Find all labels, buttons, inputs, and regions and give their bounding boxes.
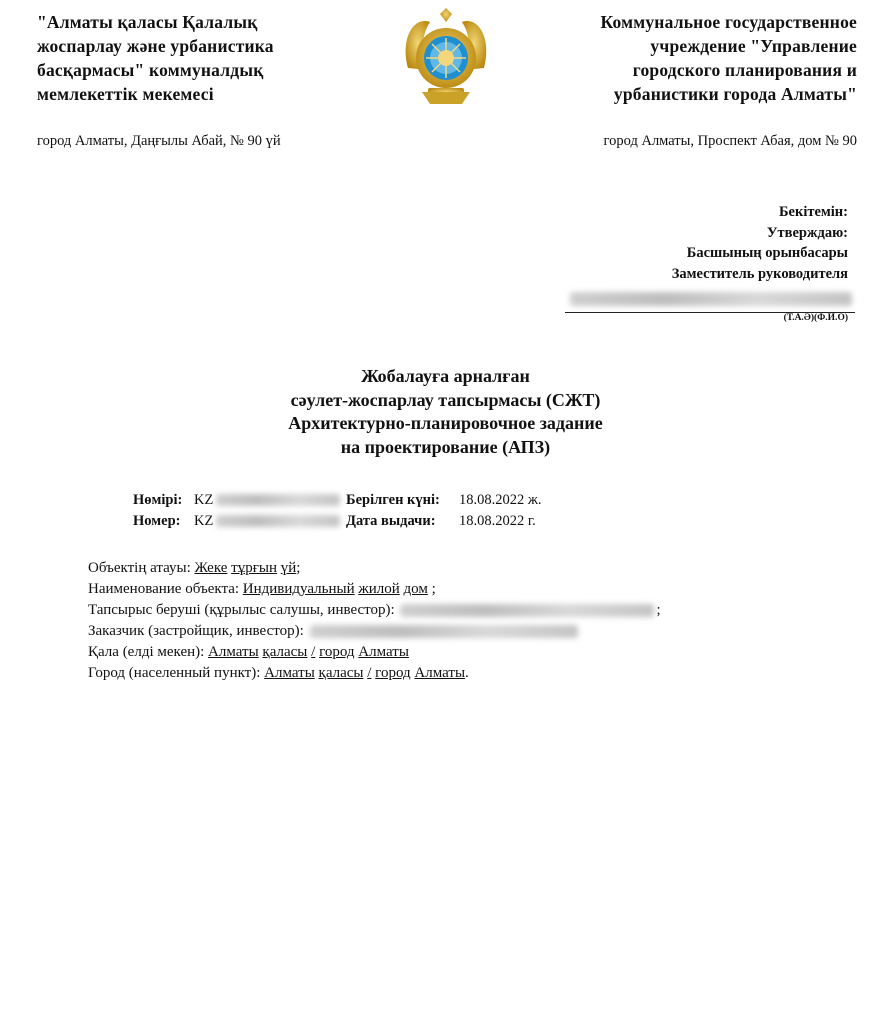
customer-ru <box>88 621 661 642</box>
city-kz-word: қаласы <box>262 644 308 660</box>
redacted-customer-name <box>400 604 654 617</box>
header-right-line: городского планирования и <box>632 60 857 80</box>
header-right-line: Коммунальное государственное <box>600 12 857 32</box>
redacted-number <box>216 515 340 527</box>
header-left-line: мемлекеттік мекемесі <box>37 84 214 104</box>
object-name-ru-word: дом <box>403 581 428 597</box>
city-kz <box>88 642 661 663</box>
city-ru-word: / <box>367 665 372 681</box>
city-ru-word: город <box>375 665 411 681</box>
title-line: Архитектурно-планировочное задание <box>288 413 603 433</box>
number-label-ru: Номер: <box>133 513 181 529</box>
object-name-ru <box>88 579 661 600</box>
object-name-kz <box>88 558 661 579</box>
object-name-kz-end: ; <box>296 560 301 576</box>
issue-date-value-ru: 18.08.2022 г. <box>459 513 536 529</box>
number-prefix-kz: KZ <box>194 492 214 508</box>
object-info-block <box>88 558 661 684</box>
object-name-kz-word: үй <box>280 560 297 576</box>
address-left: город Алматы, Даңғылы Абай, № 90 үй <box>37 133 281 149</box>
redacted-number <box>216 494 340 506</box>
approval-block <box>548 202 848 284</box>
issue-date-value-kz: 18.08.2022 ж. <box>459 492 542 508</box>
fio-label: (Т.А.Ә)(Ф.И.О) <box>783 313 848 323</box>
number-prefix-ru: KZ <box>194 513 214 529</box>
issue-date-label-kz: Берілген күні: <box>346 492 440 508</box>
customer-ru-label: Заказчик (застройщик, инвестор): <box>88 623 304 639</box>
title-line: на проектирование (АПЗ) <box>340 436 551 457</box>
object-name-ru-label: Наименование объекта: <box>88 581 240 597</box>
city-kz-word: город <box>319 644 355 660</box>
approval-line: Заместитель руководителя <box>671 265 848 282</box>
approval-line: Бекітемін: <box>778 204 848 220</box>
city-ru-end: . <box>465 665 469 681</box>
title-line: Жобалауға арналған <box>361 366 530 386</box>
document-title <box>0 365 891 459</box>
customer-kz <box>88 600 661 621</box>
object-name-ru-end: ; <box>427 581 436 597</box>
kazakhstan-state-emblem-icon <box>400 8 492 106</box>
header-left-line: жоспарлау және урбанистика <box>37 36 274 56</box>
header-left-org-name <box>37 10 357 106</box>
object-name-kz-word: тұрғын <box>231 560 277 576</box>
object-name-ru-word: Индивидуальный <box>242 581 355 597</box>
city-kz-word: / <box>311 644 316 660</box>
redacted-customer-name <box>310 625 578 638</box>
redacted-signatory-name <box>570 292 852 306</box>
city-ru-word: Алматы <box>264 665 315 681</box>
address-right: город Алматы, Проспект Абая, дом № 90 <box>603 133 857 149</box>
title-line: сәулет-жоспарлау тапсырмасы (СЖТ) <box>290 389 601 410</box>
header-right-line: учреждение "Управление <box>650 36 857 56</box>
approval-line: Утверждаю: <box>766 224 848 241</box>
city-kz-word: Алматы <box>208 644 259 660</box>
city-kz-word: Алматы <box>358 644 409 660</box>
customer-kz-label: Тапсырыс беруші (құрылыс салушы, инвестор): <box>88 602 395 618</box>
city-ru <box>88 663 661 684</box>
city-ru-word: қаласы <box>318 665 364 681</box>
object-name-ru-word: жилой <box>358 581 400 597</box>
object-name-kz-word: Жеке <box>194 560 228 576</box>
header-right-org-name <box>520 10 857 106</box>
object-name-kz-label: Объектің атауы: <box>88 560 191 576</box>
city-ru-word: Алматы <box>414 665 466 681</box>
approval-line: Басшының орынбасары <box>686 245 848 261</box>
city-ru-label: Город (населенный пункт): <box>88 665 261 681</box>
header-left-line: басқармасы" коммуналдық <box>37 60 264 80</box>
customer-kz-end: ; <box>656 602 661 618</box>
header-left-line: "Алматы қаласы Қалалық <box>37 12 258 32</box>
issue-date-label-ru: Дата выдачи: <box>346 513 436 529</box>
number-label-kz: Нөмірі: <box>133 492 183 508</box>
header-right-line: урбанистики города Алматы" <box>613 84 857 104</box>
city-kz-label: Қала (елді мекен): <box>88 644 205 660</box>
